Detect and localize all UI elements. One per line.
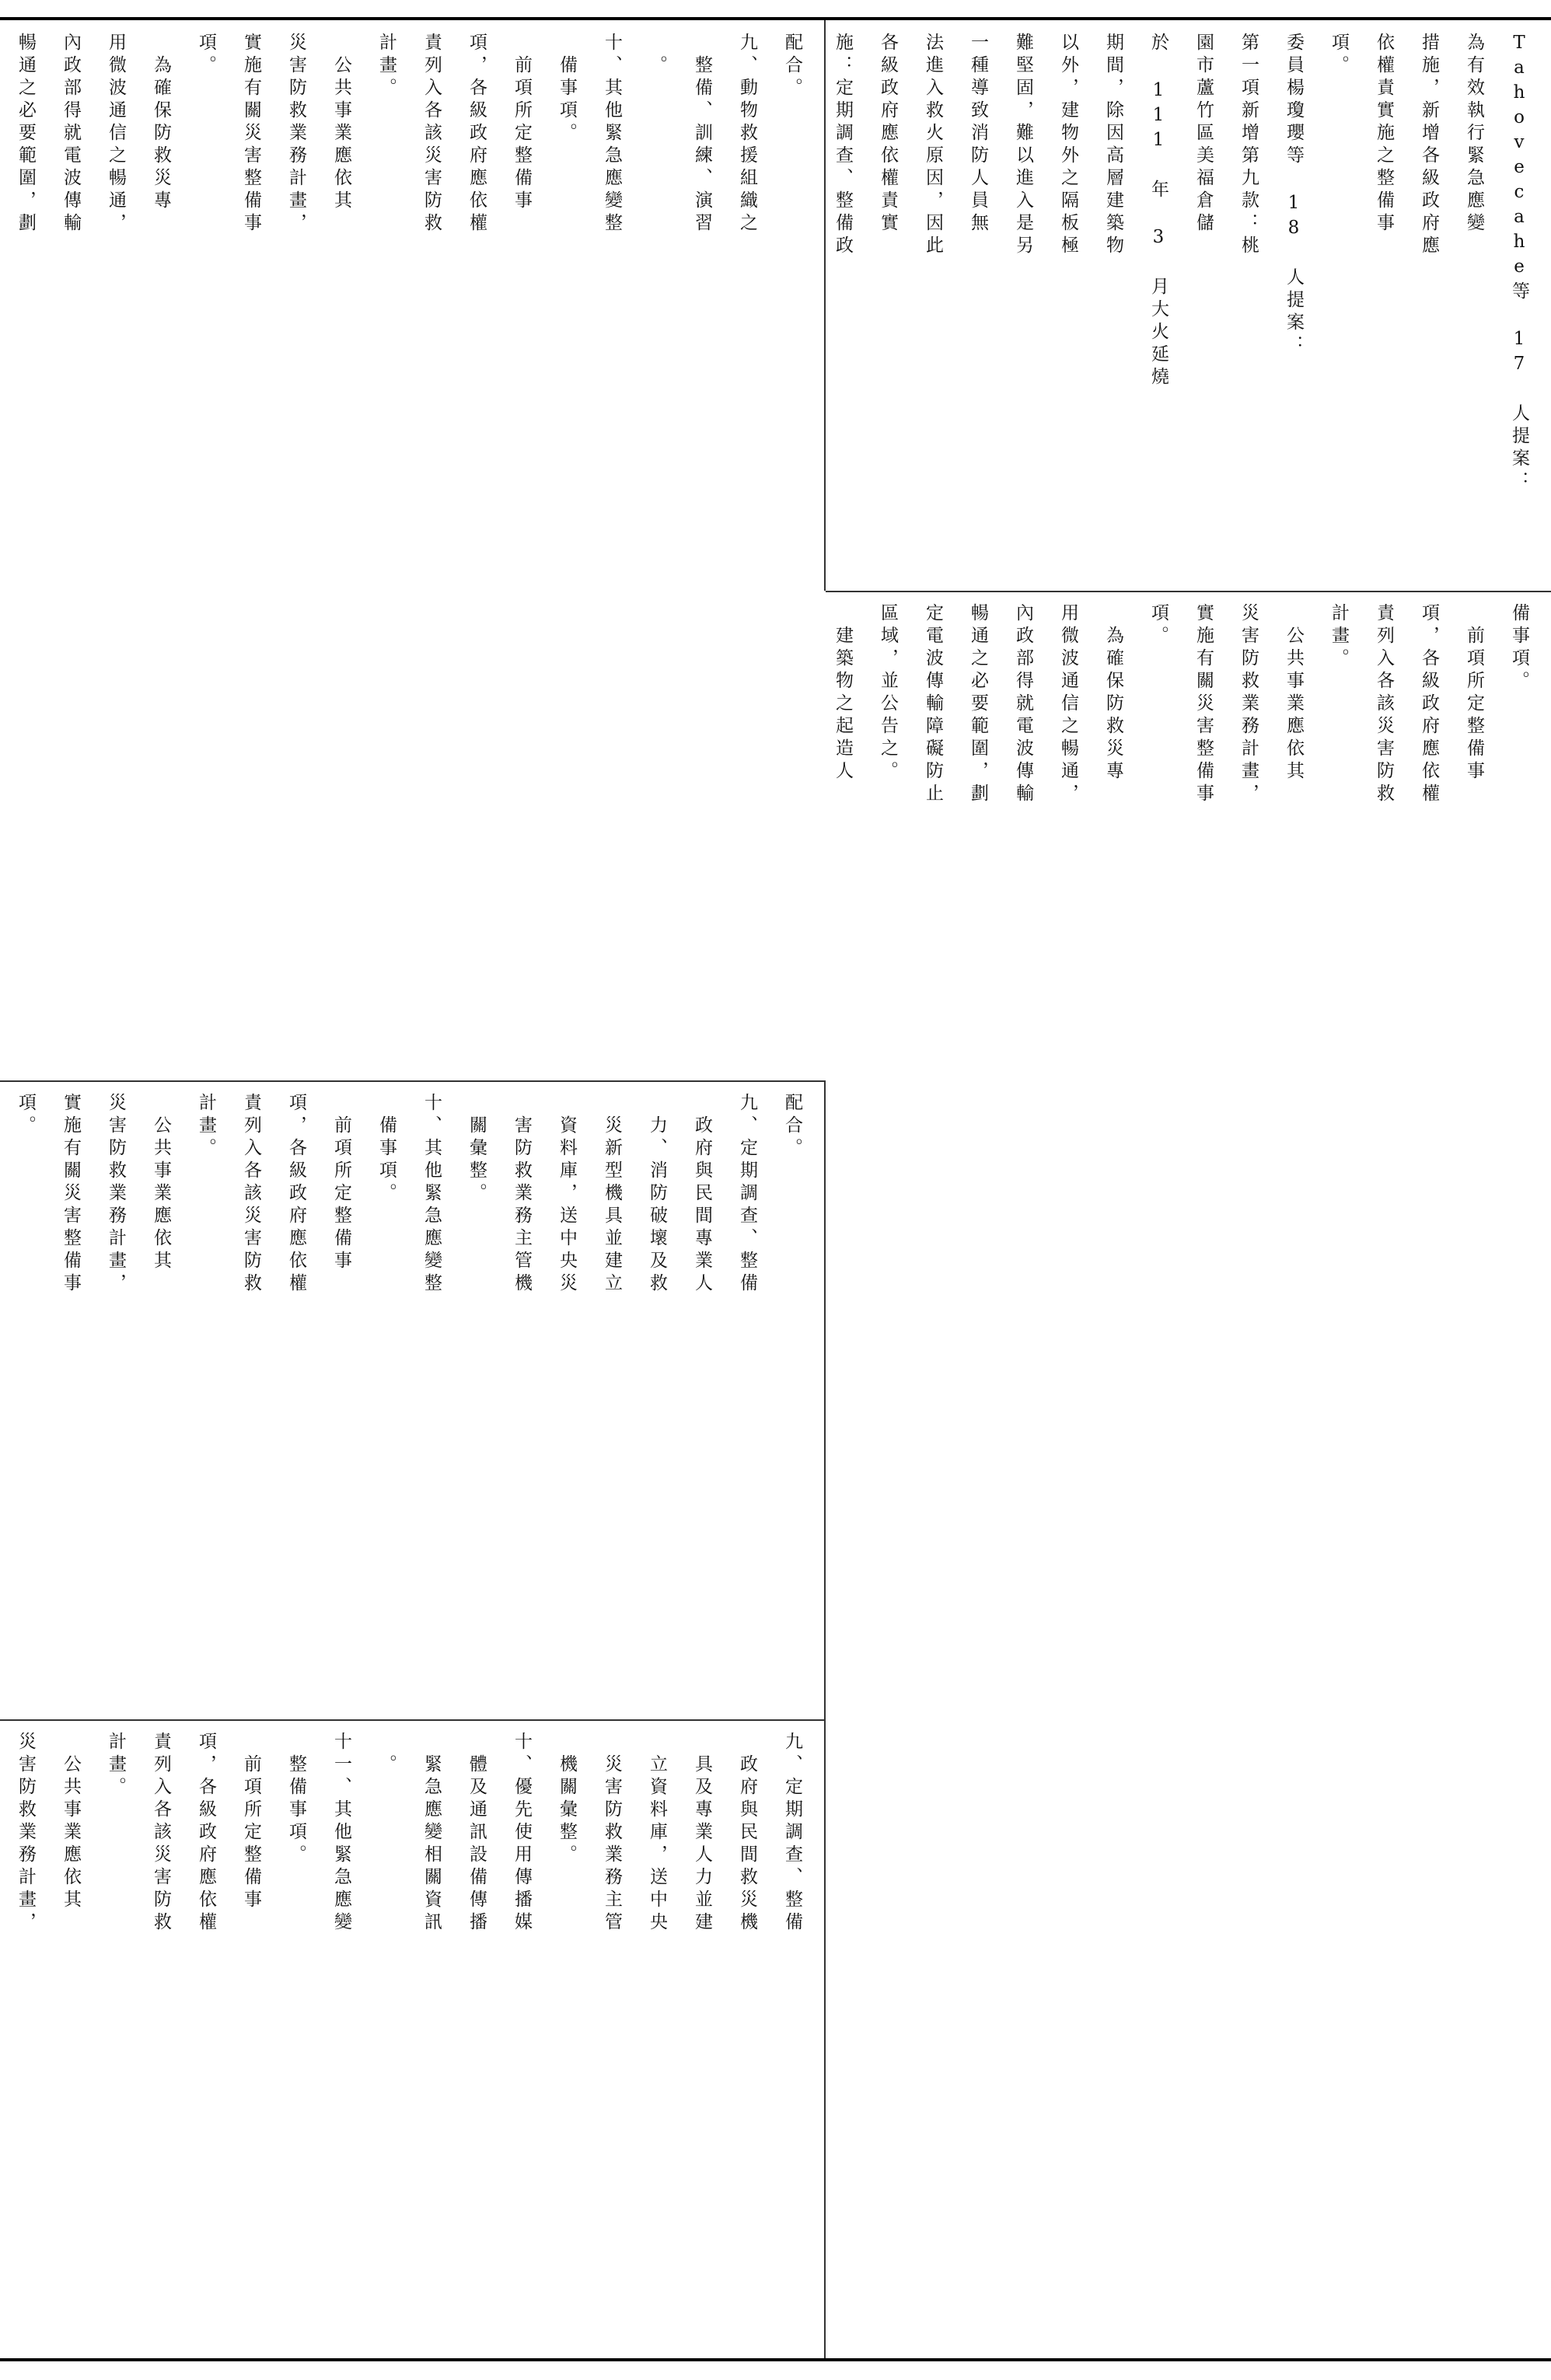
proposal-notes-block <box>826 20 1551 591</box>
article-text: 備事項。 前項所定整備事 項，各級政府應依權 責列入各該災害防救 計畫。 公共事業應依其 災害防救業務計畫， 實施有關災害整備事 項。 為確保防救災專 用微波通信之暢通， 內政部得就電波傳輸 暢通之必要範圍，劃 定電波傳輸障礙防止 區域，並公告之。 建築物之起造人 <box>833 603 1529 806</box>
article-text-block-upper-left <box>826 591 1551 1080</box>
article-text: 配合。 九、定期調查、整備 政府與民間專業人 力、消防破壞及救 災新型機具並建立 資料庫，送中央災 害防救業務主管機 關彙整。 十、其他緊急應變整 備事項。 前項所定整備事 項，各級政府應依權 責列入各該災害防救 計畫。 公共事業應依其 災害防救業務計畫， 實施有關災害整備事 項。 <box>16 1093 802 1296</box>
article-text-block-middle <box>0 20 824 1080</box>
article-text: 配合。 九、動物救援組織之 整備、訓練、演習 。 十、其他緊急應變整 備事項。 前項所定整備事 項，各級政府應依權 責列入各該災害防救 計畫。 公共事業應依其 災害防救業務計畫， 實施有關災害整備事 項。 為確保防救災專 用微波通信之暢通， 內政部得就電波傳輸 暢通之必要範圍，劃 <box>16 33 802 236</box>
bottom-rule <box>0 2358 1551 2361</box>
article-text-block-bottom <box>0 1719 824 2358</box>
article-text-block-lower-middle <box>0 1080 824 1719</box>
proposal-notes-text: Tahovecahe等 17 人提案： 為有效執行緊急應變 措施，新增各級政府應 依權責實施之整備事 項。 委員楊瓊瓔等 18 人提案： 第一項新增第九款：桃 園市蘆竹區美福倉儲 於 111 年 3 月大火延燒 期間，除因高層建築物 以外，建物外之隔板極 難堅固，難以進入是另 一種導致消防人員無 法進入救火原因，因此 各級政府應依權責實 施：定期調查、整備政 <box>833 33 1529 494</box>
article-text: 九、定期調查、整備 政府與民間救災機 具及專業人力並建 立資料庫，送中央 災害防救業務主管 機關彙整。 十、優先使用傳播媒 體及通訊設備傳播 緊急應變相關資訊 。 十一、其他緊急應變 整備事項。 前項所定整備事 項，各級政府應依權 責列入各該災害防救 計畫。 公共事業應依其 災害防救業務計畫， <box>16 1732 802 1935</box>
